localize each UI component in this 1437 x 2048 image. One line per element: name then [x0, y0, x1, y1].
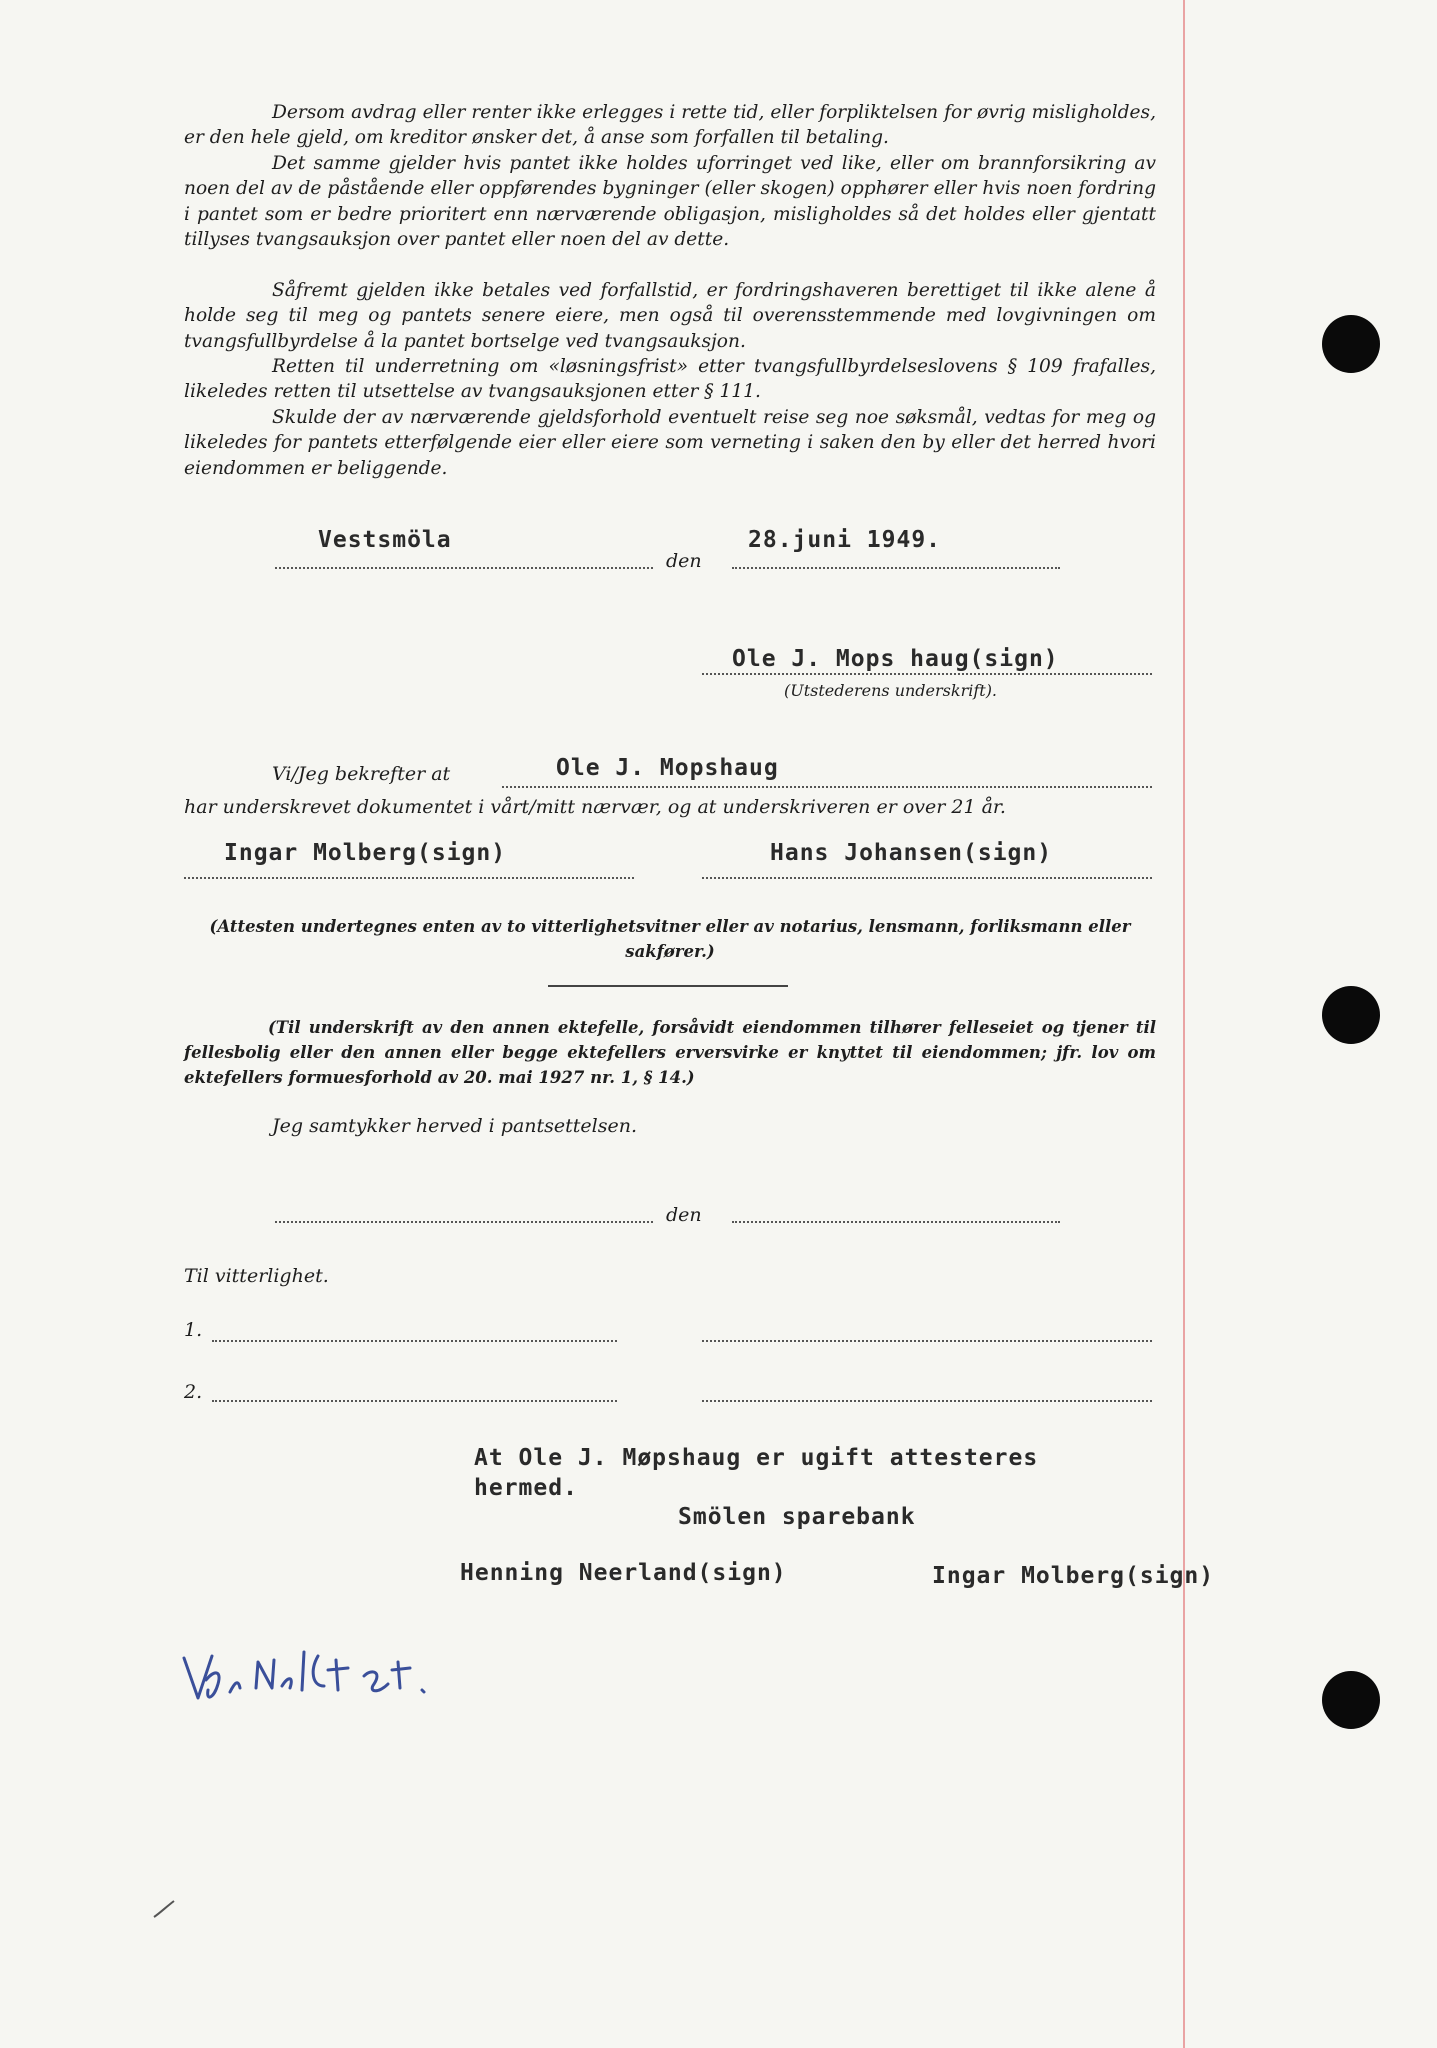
issuer-dotted-line	[702, 673, 1152, 675]
attest-signature-1: Henning Neerland(sign)	[460, 1560, 787, 1586]
terms-paragraph-default: Dersom avdrag eller renter ikke erlegges i rette tid, eller forpliktelsen for øvrig misligholdes, er den hele gjeld, om kreditor ønsker det, å anse som forfallen til betaling.	[184, 102, 1156, 149]
terms-paragraph-enforcement: Såfremt gjelden ikke betales ved forfallstid, er fordringshaveren berettiget til ikke alene å holde seg til meg og pantets senere eiere, men også til overensstemmende med lovgivningen om tvangsfullbyrdelse å la pantet bortselge ved tvangsauksjon.	[184, 280, 1156, 352]
terms-paragraph-venue: Skulde der av nærværende gjeldsforhold eventuelt reise seg noe søksmål, vedtas for meg og likeledes for pantets etterfølgende eier eller eiere som verneting i saken den by eller det herred hvori eiendommen er beliggende.	[184, 407, 1156, 479]
vitterlighet-1-right-line	[702, 1340, 1152, 1342]
punch-hole-icon	[1322, 315, 1380, 373]
den-label: den	[666, 550, 702, 572]
terms-paragraph-collateral: Det samme gjelder hvis pantet ikke holdes uforringet ved like, eller om brannforsikring av noen del av de påstående eller oppførendes bygninger (eller skogen) opphører eller hvis noen fordring i pantet som er bedre prioritert enn nærværende obligasjon, misligholdes så det holdes eller gjentatt tillyses tvangsauksjon over pantet eller noen del av dette.	[184, 153, 1156, 251]
confirm-name: Ole J. Mopshaug	[556, 755, 779, 781]
spouse-note: (Til underskrift av den annen ektefelle, forsåvidt eiendommen tilhører felleseiet og tjener til fellesbolig eller den annen eller begge ektefellers erversvirke er knyttet til eiendommen; jfr. lov om ektefellers formuesforhold av 20. mai 1927 nr. 1, § 14.)	[184, 1018, 1156, 1087]
confirm-line2: har underskrevet dokumentet i vårt/mitt nærvær, og at underskriveren er over 21 år.	[184, 796, 1006, 818]
terms-paragraph-notice: Retten til underretning om «løsningsfrist» etter tvangsfullbyrdelseslovens § 109 frafalles, likeledes retten til utsettelse av tvangsauksjonen etter § 111.	[184, 356, 1156, 403]
consent-text: Jeg samtykker herved i pantsettelsen.	[272, 1115, 637, 1137]
place-value: Vestsmöla	[318, 527, 452, 553]
date-dotted-line	[732, 567, 1060, 569]
place-dotted-line	[275, 567, 653, 569]
pen-mark-icon	[150, 1895, 180, 1925]
date-value: 28.juni 1949.	[748, 527, 942, 553]
vitterlighet-1-left-line	[212, 1340, 617, 1342]
witness-2-dotted-line	[702, 877, 1152, 879]
attest-signature-2: Ingar Molberg(sign)	[932, 1563, 1215, 1589]
typed-attest-line2: hermed.	[474, 1475, 578, 1501]
divider-rule	[548, 985, 788, 987]
witness-2-signature: Hans Johansen(sign)	[770, 840, 1053, 866]
red-margin-line	[1183, 0, 1185, 2048]
bank-name: Smölen sparebank	[678, 1504, 916, 1530]
confirm-prefix: Vi/Jeg bekrefter at	[272, 763, 451, 785]
punch-hole-icon	[1322, 986, 1380, 1044]
consent-den-label: den	[666, 1204, 702, 1226]
consent-place-dotted-line	[275, 1221, 653, 1223]
punch-hole-icon	[1322, 1671, 1380, 1729]
vitterlighet-title: Til vitterlighet.	[184, 1265, 329, 1287]
attest-note: (Attesten undertegnes enten av to vitterlighetsvitner eller av notarius, lensmann, forliksmann eller sakfører.)	[209, 917, 1131, 961]
handwritten-initials-icon	[178, 1640, 438, 1730]
vitterlighet-2-right-line	[702, 1400, 1152, 1402]
consent-date-dotted-line	[732, 1221, 1060, 1223]
witness-number-1: 1.	[184, 1319, 203, 1341]
confirm-dotted-line	[502, 786, 1152, 788]
witness-1-signature: Ingar Molberg(sign)	[224, 840, 507, 866]
issuer-signature: Ole J. Mops haug(sign)	[732, 646, 1059, 672]
witness-1-dotted-line	[184, 877, 634, 879]
typed-attest-line1: At Ole J. Møpshaug er ugift attesteres	[474, 1445, 1039, 1471]
vitterlighet-2-left-line	[212, 1400, 617, 1402]
issuer-caption: (Utstederens underskrift).	[784, 681, 998, 700]
witness-number-2: 2.	[184, 1381, 203, 1403]
